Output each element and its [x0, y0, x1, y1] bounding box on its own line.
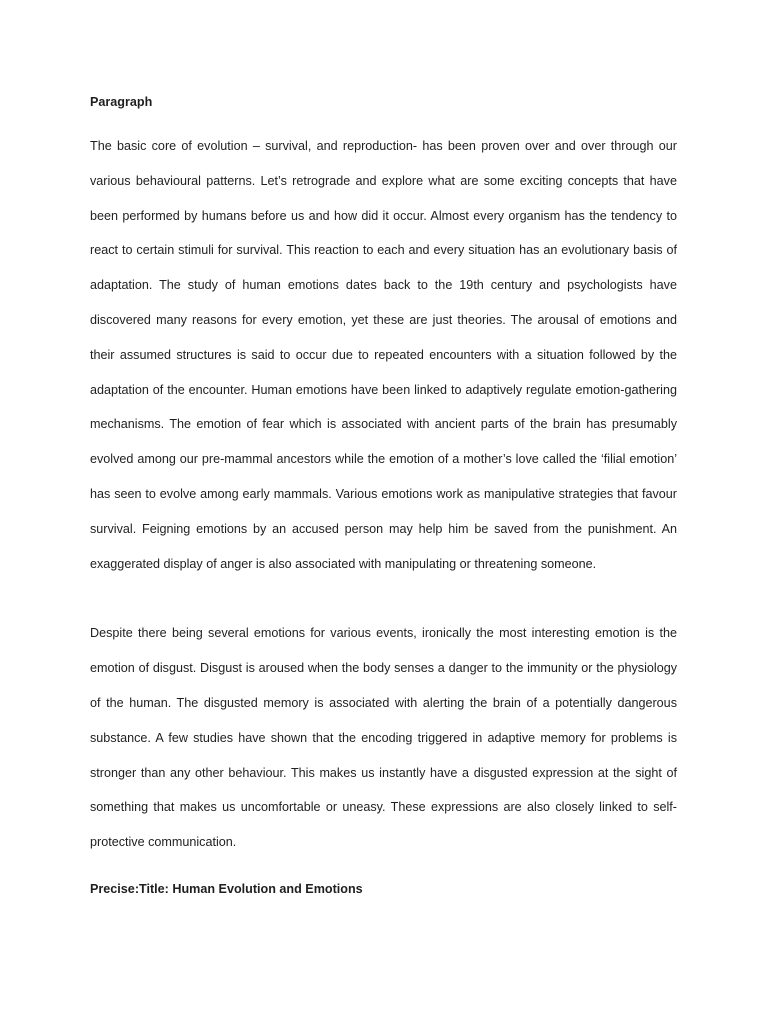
paragraph-1: The basic core of evolution – survival, and reproduction- has been proven over and over through our various behavioural patterns. Let’s retrograde and explore what are some exciting concepts that have been performed by humans before us and how did it occur. Almost every organism has the tendency to react to certain stimuli for survival. This reaction to each and every situation has an evolutionary basis of adaptation. The study of human emotions dates back to the 19th century and psychologists have discovered many reasons for every emotion, yet these are just theories. The arousal of emotions and their assumed structures is said to occur due to repeated encounters with a situation followed by the adaptation of the encounter. Human emotions have been linked to adaptively regulate emotion-gathering mechanisms. The emotion of fear which is associated with ancient parts of the brain has presumably evolved among our pre-mammal ancestors while the emotion of a mother’s love called the ‘filial emotion’ has seen to evolve among early mammals. Various emotions work as manipulative strategies that favour survival. Feigning emotions by an accused person may help him be saved from the punishment. An exaggerated display of anger is also associated with manipulating or threatening someone. [90, 139, 677, 571]
document-body [90, 94, 677, 898]
paragraph-2: Despite there being several emotions for various events, ironically the most interesting emotion is the emotion of disgust. Disgust is aroused when the body senses a danger to the immunity or the physiology of the human. The disgusted memory is associated with alerting the brain of a potentially dangerous substance. A few studies have shown that the encoding triggered in adaptive memory for problems is stronger than any other behaviour. This makes us instantly have a disgusted expression at the sight of something that makes us uncomfortable or uneasy. These expressions are also closely linked to self-protective communication. [90, 626, 677, 850]
precise-title: Precise:Title: Human Evolution and Emotions [90, 881, 363, 896]
section-heading: Paragraph [90, 95, 153, 109]
